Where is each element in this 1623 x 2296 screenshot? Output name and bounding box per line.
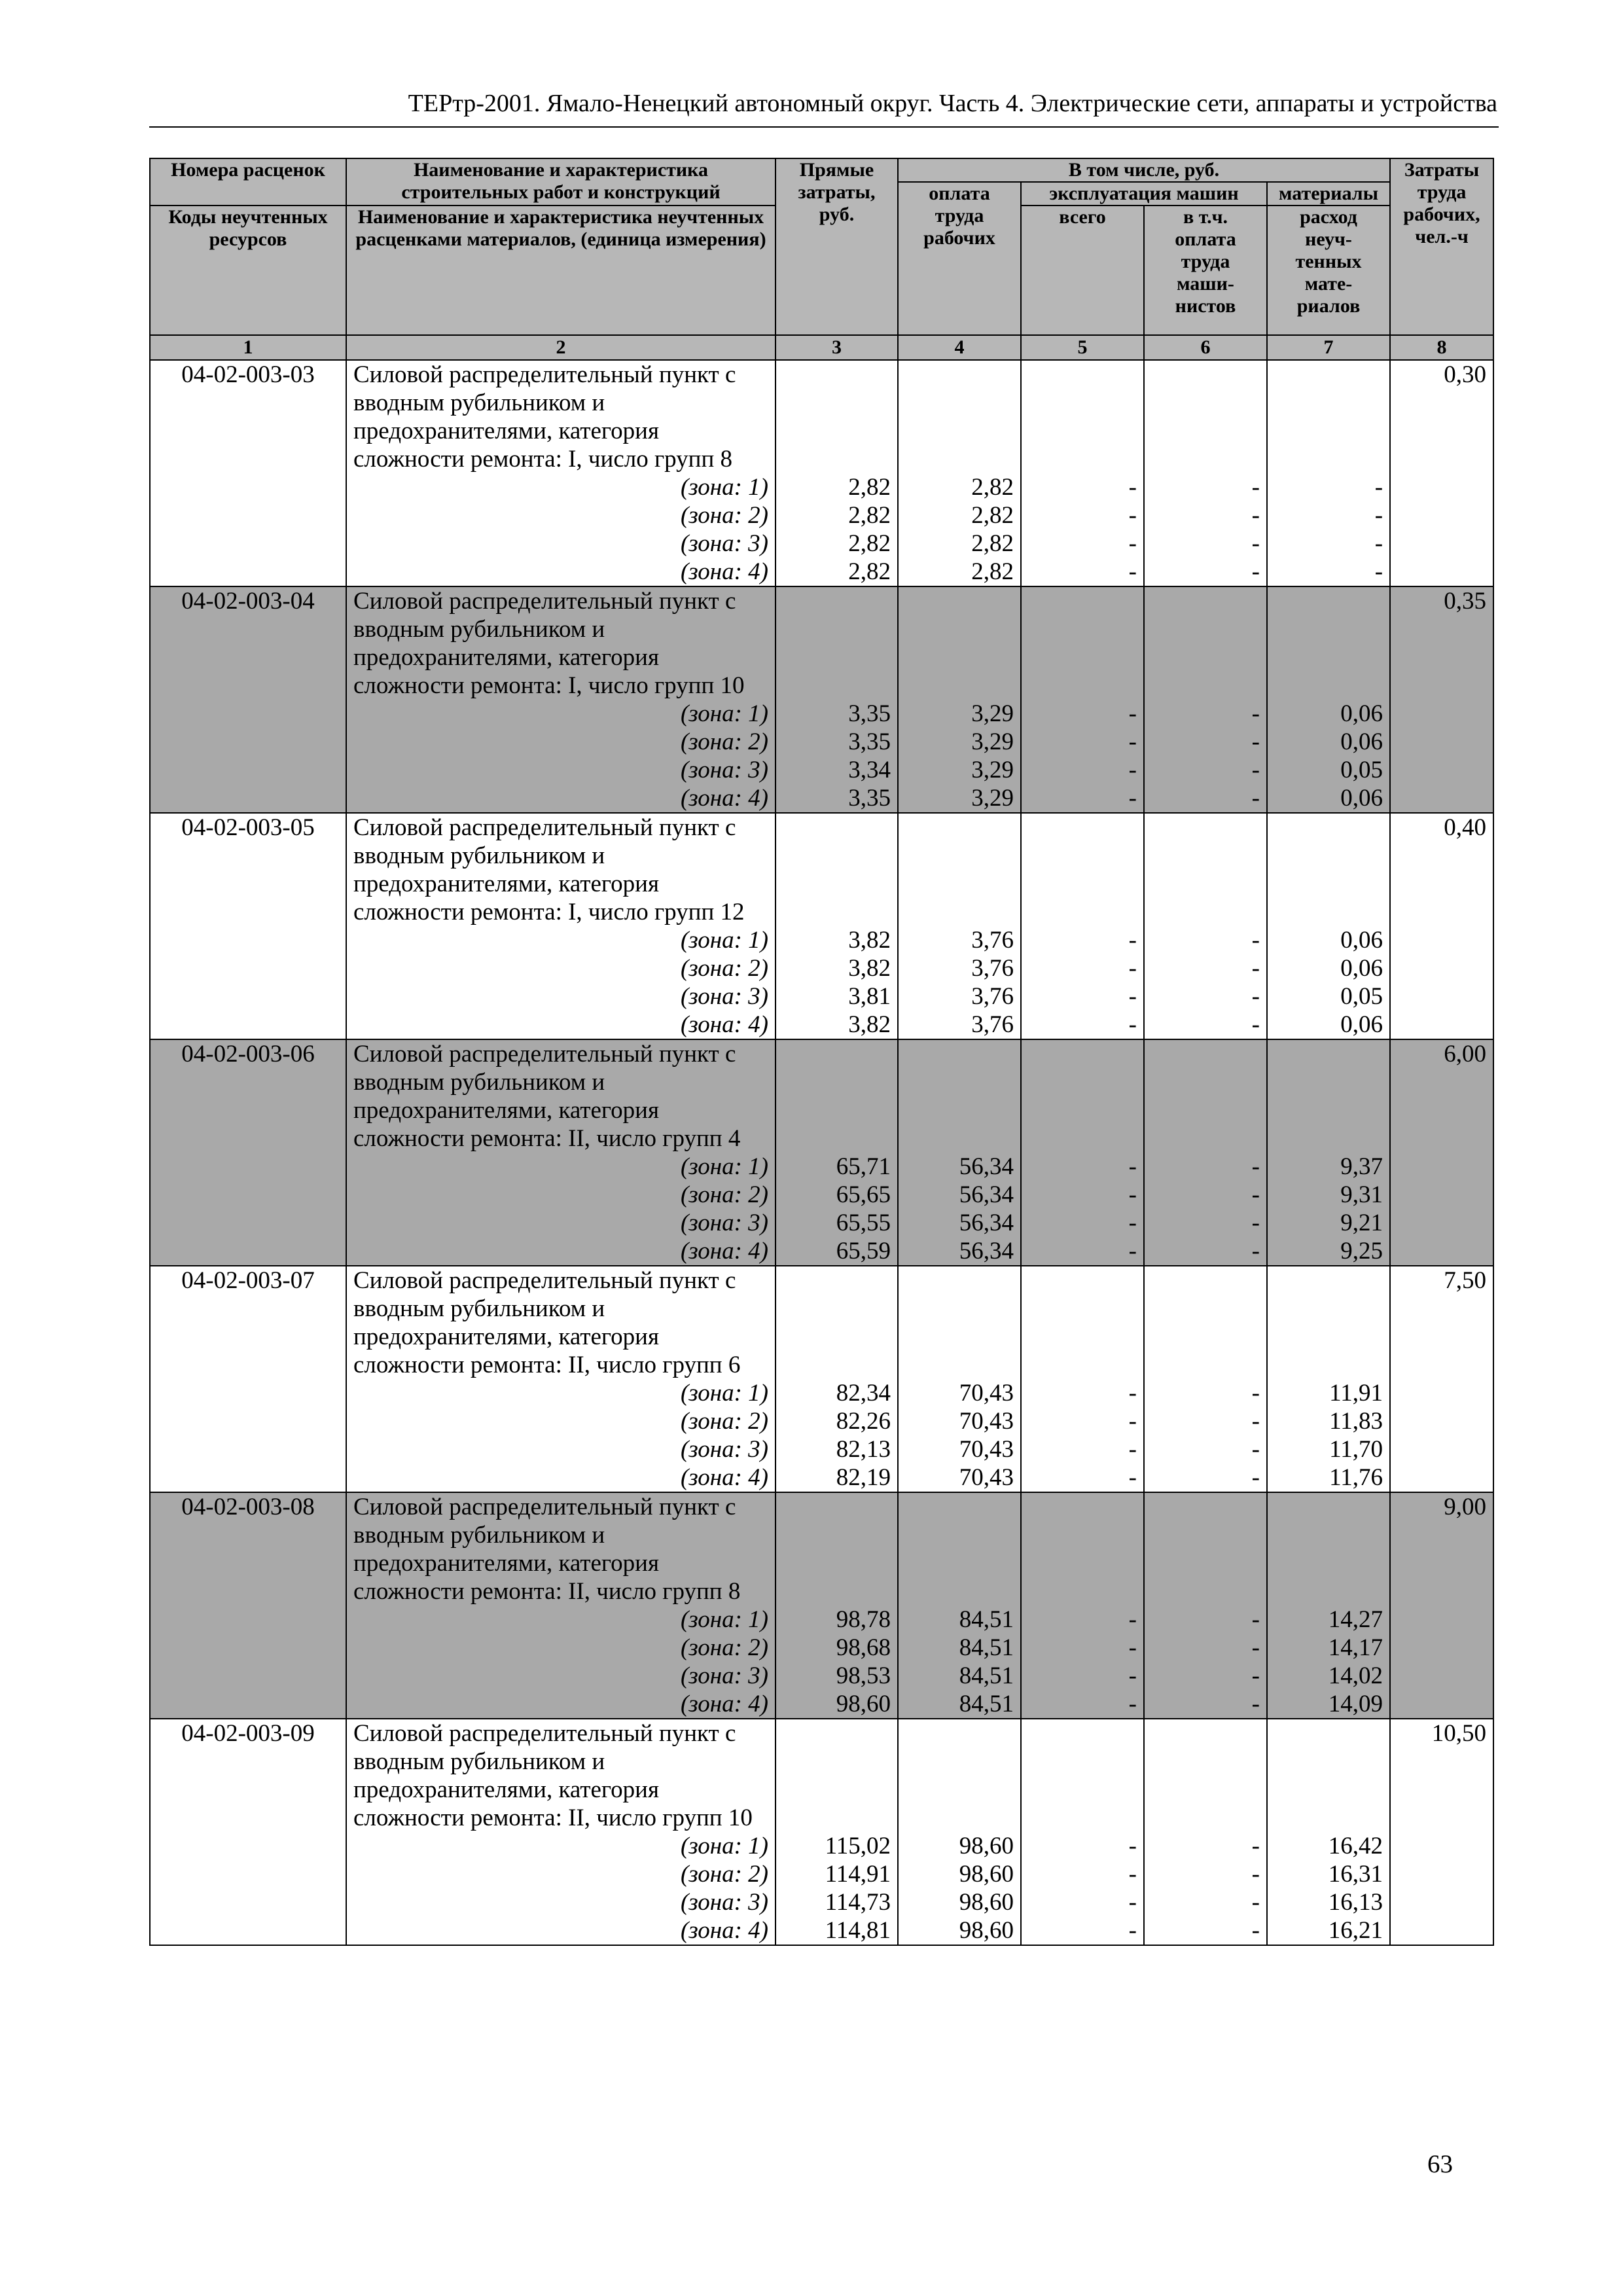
description-line: предохранителями, категория bbox=[353, 1323, 659, 1350]
machine-total-value: - bbox=[1128, 1662, 1137, 1689]
machine-total-value: - bbox=[1128, 1464, 1137, 1491]
materials-value: 11,83 bbox=[1329, 1408, 1383, 1435]
rate-code: 04-02-003-07 bbox=[181, 1267, 315, 1294]
zone-label: (зона: 4) bbox=[680, 1464, 768, 1491]
machinist-pay-value: - bbox=[1251, 1861, 1260, 1888]
materials-cell bbox=[1267, 1266, 1390, 1492]
materials-value: - bbox=[1374, 558, 1383, 585]
direct-cost-value: 3,35 bbox=[848, 785, 891, 812]
machine-total-value: - bbox=[1128, 1153, 1137, 1180]
header-including: В том числе, руб. bbox=[898, 158, 1390, 182]
machine-total-cell bbox=[1021, 586, 1144, 813]
description-line: Силовой распределительный пункт с bbox=[353, 1267, 736, 1294]
direct-cost-value: 65,55 bbox=[836, 1210, 891, 1236]
materials-value: 14,09 bbox=[1328, 1691, 1383, 1717]
materials-value: - bbox=[1374, 502, 1383, 529]
worker-pay-cell bbox=[898, 1266, 1021, 1492]
machinist-pay-value: - bbox=[1251, 927, 1260, 954]
machinist-pay-value: - bbox=[1251, 1380, 1260, 1407]
column-number: 1 bbox=[150, 335, 346, 360]
header-materials-use: расход неуч-тенных мате-риалов bbox=[1267, 206, 1390, 335]
rate-row bbox=[150, 1719, 1493, 1945]
direct-cost-value: 3,82 bbox=[848, 1011, 891, 1038]
machinist-pay-value: - bbox=[1251, 1634, 1260, 1661]
materials-value: 0,06 bbox=[1340, 1011, 1383, 1038]
direct-cost-value: 114,91 bbox=[825, 1861, 891, 1888]
direct-cost-value: 114,73 bbox=[825, 1889, 891, 1916]
worker-pay-value: 98,60 bbox=[959, 1917, 1014, 1944]
labour-cost-value: 7,50 bbox=[1444, 1267, 1487, 1294]
machine-total-value: - bbox=[1128, 955, 1137, 982]
rate-description-cell bbox=[346, 1266, 776, 1492]
materials-value: - bbox=[1374, 474, 1383, 501]
rate-description-cell bbox=[346, 1039, 776, 1266]
worker-pay-value: 56,34 bbox=[959, 1181, 1014, 1208]
zone-label: (зона: 4) bbox=[680, 1011, 768, 1038]
description-line: сложности ремонта: II, число групп 10 bbox=[353, 1804, 753, 1831]
direct-cost-value: 3,82 bbox=[848, 955, 891, 982]
worker-pay-cell bbox=[898, 1492, 1021, 1719]
worker-pay-value: 2,82 bbox=[971, 530, 1014, 557]
labour-cost-value: 6,00 bbox=[1444, 1041, 1487, 1067]
machinist-pay-value: - bbox=[1251, 700, 1260, 727]
column-number: 7 bbox=[1267, 335, 1390, 360]
machinist-pay-cell bbox=[1144, 586, 1267, 813]
description-line: Силовой распределительный пункт с bbox=[353, 361, 736, 388]
machinist-pay-value: - bbox=[1251, 728, 1260, 755]
machine-total-value: - bbox=[1128, 1861, 1137, 1888]
direct-cost-value: 115,02 bbox=[825, 1833, 891, 1859]
materials-value: 9,37 bbox=[1340, 1153, 1383, 1180]
description-line: Силовой распределительный пункт с bbox=[353, 814, 736, 841]
worker-pay-value: 3,29 bbox=[971, 700, 1014, 727]
direct-cost-value: 65,59 bbox=[836, 1238, 891, 1265]
description-line: предохранителями, категория bbox=[353, 870, 659, 897]
materials-value: 0,06 bbox=[1340, 785, 1383, 812]
direct-cost-value: 98,68 bbox=[836, 1634, 891, 1661]
header-rate-numbers: Номера расценок bbox=[150, 158, 346, 206]
machinist-pay-value: - bbox=[1251, 785, 1260, 812]
machine-total-cell bbox=[1021, 1266, 1144, 1492]
machinist-pay-value: - bbox=[1251, 1011, 1260, 1038]
description-line: сложности ремонта: II, число групп 4 bbox=[353, 1125, 741, 1152]
machine-total-cell bbox=[1021, 1719, 1144, 1945]
machine-total-value: - bbox=[1128, 1917, 1137, 1944]
direct-cost-value: 3,81 bbox=[848, 983, 891, 1010]
rate-code: 04-02-003-05 bbox=[181, 814, 315, 841]
zone-label: (зона: 2) bbox=[680, 1634, 768, 1661]
machine-total-cell bbox=[1021, 1039, 1144, 1266]
description-line: Силовой распределительный пункт с bbox=[353, 1041, 736, 1067]
materials-value: 16,31 bbox=[1328, 1861, 1383, 1888]
header-machinist-pay: в т.ч. оплата труда маши-нистов bbox=[1144, 206, 1267, 335]
description-line: Силовой распределительный пункт с bbox=[353, 1720, 736, 1747]
worker-pay-value: 98,60 bbox=[959, 1861, 1014, 1888]
description-line: предохранителями, категория bbox=[353, 418, 659, 444]
direct-cost-cell bbox=[776, 360, 898, 586]
description-line: вводным рубильником и bbox=[353, 1522, 605, 1549]
labour-cost-value: 0,30 bbox=[1444, 361, 1487, 388]
rate-code-cell bbox=[150, 1039, 346, 1266]
zone-label: (зона: 1) bbox=[680, 1833, 768, 1859]
materials-value: 9,21 bbox=[1340, 1210, 1383, 1236]
zone-label: (зона: 4) bbox=[680, 1238, 768, 1265]
machine-total-value: - bbox=[1128, 1408, 1137, 1435]
description-line: вводным рубильником и bbox=[353, 1295, 605, 1322]
rate-code-cell bbox=[150, 1492, 346, 1719]
direct-cost-value: 3,82 bbox=[848, 927, 891, 954]
worker-pay-value: 3,76 bbox=[971, 1011, 1014, 1038]
machine-total-value: - bbox=[1128, 927, 1137, 954]
machine-total-value: - bbox=[1128, 1238, 1137, 1265]
direct-cost-value: 114,81 bbox=[825, 1917, 891, 1944]
materials-value: 16,13 bbox=[1328, 1889, 1383, 1916]
materials-value: 9,31 bbox=[1340, 1181, 1383, 1208]
materials-value: 0,06 bbox=[1340, 700, 1383, 727]
description-line: сложности ремонта: I, число групп 8 bbox=[353, 446, 733, 473]
labour-cost-cell bbox=[1390, 1266, 1493, 1492]
rate-description-cell bbox=[346, 1719, 776, 1945]
header-worker-pay: оплата труда рабочих bbox=[898, 182, 1021, 335]
machine-total-value: - bbox=[1128, 1634, 1137, 1661]
description-line: вводным рубильником и bbox=[353, 616, 605, 643]
direct-cost-cell bbox=[776, 1492, 898, 1719]
machine-total-cell bbox=[1021, 360, 1144, 586]
machine-total-value: - bbox=[1128, 785, 1137, 812]
description-line: Силовой распределительный пункт с bbox=[353, 1494, 736, 1520]
description-line: Силовой распределительный пункт с bbox=[353, 588, 736, 615]
worker-pay-cell bbox=[898, 1039, 1021, 1266]
zone-label: (зона: 2) bbox=[680, 1861, 768, 1888]
worker-pay-value: 56,34 bbox=[959, 1210, 1014, 1236]
header-material-name: Наименование и характеристика неучтенных расценками материалов, (единица измерения) bbox=[346, 206, 776, 335]
machinist-pay-value: - bbox=[1251, 1464, 1260, 1491]
worker-pay-value: 3,76 bbox=[971, 983, 1014, 1010]
direct-cost-cell bbox=[776, 813, 898, 1039]
machine-total-cell bbox=[1021, 1492, 1144, 1719]
zone-label: (зона: 1) bbox=[680, 927, 768, 954]
rate-code: 04-02-003-04 bbox=[181, 588, 315, 615]
machine-total-value: - bbox=[1128, 1691, 1137, 1717]
machine-total-value: - bbox=[1128, 558, 1137, 585]
direct-cost-value: 98,60 bbox=[836, 1691, 891, 1717]
header-machine-operation: эксплуатация машин bbox=[1021, 182, 1267, 206]
materials-value: 11,70 bbox=[1329, 1436, 1383, 1463]
column-number: 5 bbox=[1021, 335, 1144, 360]
zone-label: (зона: 4) bbox=[680, 785, 768, 812]
machine-total-value: - bbox=[1128, 728, 1137, 755]
direct-cost-value: 2,82 bbox=[848, 474, 891, 501]
rate-code-cell bbox=[150, 1719, 346, 1945]
machinist-pay-value: - bbox=[1251, 1408, 1260, 1435]
machine-total-value: - bbox=[1128, 1380, 1137, 1407]
rate-code: 04-02-003-06 bbox=[181, 1041, 315, 1067]
title-rule bbox=[149, 126, 1499, 128]
labour-cost-cell bbox=[1390, 586, 1493, 813]
direct-cost-value: 2,82 bbox=[848, 530, 891, 557]
machine-total-value: - bbox=[1128, 1606, 1137, 1633]
rate-row bbox=[150, 1266, 1493, 1492]
page-number: 63 bbox=[1427, 2150, 1453, 2178]
machine-total-value: - bbox=[1128, 1436, 1137, 1463]
worker-pay-value: 2,82 bbox=[971, 474, 1014, 501]
direct-cost-value: 3,35 bbox=[848, 728, 891, 755]
direct-cost-cell bbox=[776, 586, 898, 813]
machinist-pay-value: - bbox=[1251, 1889, 1260, 1916]
zone-label: (зона: 3) bbox=[680, 1662, 768, 1689]
materials-value: 14,17 bbox=[1328, 1634, 1383, 1661]
worker-pay-value: 2,82 bbox=[971, 558, 1014, 585]
machinist-pay-cell bbox=[1144, 1719, 1267, 1945]
worker-pay-value: 56,34 bbox=[959, 1153, 1014, 1180]
machinist-pay-cell bbox=[1144, 1039, 1267, 1266]
machinist-pay-value: - bbox=[1251, 1181, 1260, 1208]
machinist-pay-cell bbox=[1144, 1266, 1267, 1492]
rate-code-cell bbox=[150, 1266, 346, 1492]
description-line: предохранителями, категория bbox=[353, 1550, 659, 1577]
rate-row bbox=[150, 813, 1493, 1039]
worker-pay-value: 98,60 bbox=[959, 1833, 1014, 1859]
machinist-pay-value: - bbox=[1251, 1833, 1260, 1859]
description-line: предохранителями, категория bbox=[353, 1776, 659, 1803]
worker-pay-value: 56,34 bbox=[959, 1238, 1014, 1265]
machine-total-value: - bbox=[1128, 474, 1137, 501]
machinist-pay-value: - bbox=[1251, 474, 1260, 501]
zone-label: (зона: 3) bbox=[680, 983, 768, 1010]
header-work-name: Наименование и характеристика строительных работ и конструкций bbox=[346, 158, 776, 206]
materials-value: 0,05 bbox=[1340, 983, 1383, 1010]
zone-label: (зона: 2) bbox=[680, 955, 768, 982]
machinist-pay-cell bbox=[1144, 360, 1267, 586]
direct-cost-value: 98,78 bbox=[836, 1606, 891, 1633]
header-direct-costs: Прямые затраты, руб. bbox=[776, 158, 898, 335]
rate-row bbox=[150, 1039, 1493, 1266]
worker-pay-value: 3,29 bbox=[971, 757, 1014, 783]
rate-code-cell bbox=[150, 360, 346, 586]
materials-value: 14,02 bbox=[1328, 1662, 1383, 1689]
description-line: сложности ремонта: I, число групп 10 bbox=[353, 672, 745, 699]
zone-label: (зона: 1) bbox=[680, 1606, 768, 1633]
materials-value: 0,06 bbox=[1340, 728, 1383, 755]
column-number: 8 bbox=[1390, 335, 1493, 360]
zone-label: (зона: 3) bbox=[680, 530, 768, 557]
machine-total-value: - bbox=[1128, 502, 1137, 529]
worker-pay-value: 3,29 bbox=[971, 728, 1014, 755]
zone-label: (зона: 4) bbox=[680, 558, 768, 585]
description-line: сложности ремонта: I, число групп 12 bbox=[353, 899, 745, 925]
labour-cost-cell bbox=[1390, 1492, 1493, 1719]
machine-total-value: - bbox=[1128, 1889, 1137, 1916]
machinist-pay-value: - bbox=[1251, 1691, 1260, 1717]
direct-cost-value: 65,71 bbox=[836, 1153, 891, 1180]
materials-cell bbox=[1267, 1492, 1390, 1719]
column-number: 3 bbox=[776, 335, 898, 360]
header-machine-total: всего bbox=[1021, 206, 1144, 335]
rates-table bbox=[149, 158, 1494, 1946]
description-line: вводным рубильником и bbox=[353, 389, 605, 416]
machinist-pay-cell bbox=[1144, 1492, 1267, 1719]
description-line: вводным рубильником и bbox=[353, 1748, 605, 1775]
direct-cost-value: 65,65 bbox=[836, 1181, 891, 1208]
machinist-pay-value: - bbox=[1251, 502, 1260, 529]
rate-code: 04-02-003-08 bbox=[181, 1494, 315, 1520]
labour-cost-value: 10,50 bbox=[1431, 1720, 1487, 1747]
machine-total-value: - bbox=[1128, 1011, 1137, 1038]
worker-pay-value: 3,76 bbox=[971, 955, 1014, 982]
zone-label: (зона: 1) bbox=[680, 1380, 768, 1407]
labour-cost-value: 0,40 bbox=[1444, 814, 1487, 841]
machinist-pay-value: - bbox=[1251, 1436, 1260, 1463]
machinist-pay-value: - bbox=[1251, 955, 1260, 982]
machinist-pay-value: - bbox=[1251, 1662, 1260, 1689]
rate-code-cell bbox=[150, 813, 346, 1039]
materials-cell bbox=[1267, 813, 1390, 1039]
column-number: 6 bbox=[1144, 335, 1267, 360]
materials-value: 0,05 bbox=[1340, 757, 1383, 783]
machine-total-value: - bbox=[1128, 1181, 1137, 1208]
materials-cell bbox=[1267, 1039, 1390, 1266]
column-number: 4 bbox=[898, 335, 1021, 360]
rate-row bbox=[150, 360, 1493, 586]
description-line: предохранителями, категория bbox=[353, 644, 659, 671]
header-resource-codes: Коды неучтенных ресурсов bbox=[150, 206, 346, 335]
zone-label: (зона: 3) bbox=[680, 1889, 768, 1916]
header-materials: материалы bbox=[1267, 182, 1390, 206]
machinist-pay-value: - bbox=[1251, 1153, 1260, 1180]
rate-code: 04-02-003-03 bbox=[181, 361, 315, 388]
machinist-pay-value: - bbox=[1251, 983, 1260, 1010]
materials-value: - bbox=[1374, 530, 1383, 557]
column-number: 2 bbox=[346, 335, 776, 360]
machinist-pay-value: - bbox=[1251, 1606, 1260, 1633]
direct-cost-value: 82,19 bbox=[836, 1464, 891, 1491]
description-line: вводным рубильником и bbox=[353, 842, 605, 869]
zone-label: (зона: 4) bbox=[680, 1691, 768, 1717]
labour-cost-cell bbox=[1390, 1719, 1493, 1945]
machinist-pay-value: - bbox=[1251, 558, 1260, 585]
worker-pay-cell bbox=[898, 813, 1021, 1039]
worker-pay-value: 3,29 bbox=[971, 785, 1014, 812]
worker-pay-value: 84,51 bbox=[959, 1691, 1014, 1717]
page-title: ТЕРтр-2001. Ямало-Ненецкий автономный округ. Часть 4. Электрические сети, аппараты и устройства bbox=[408, 90, 1497, 117]
rate-row bbox=[150, 586, 1493, 813]
zone-label: (зона: 3) bbox=[680, 1210, 768, 1236]
rate-row bbox=[150, 1492, 1493, 1719]
worker-pay-value: 84,51 bbox=[959, 1606, 1014, 1633]
description-line: предохранителями, категория bbox=[353, 1097, 659, 1124]
machine-total-value: - bbox=[1128, 530, 1137, 557]
direct-cost-value: 82,34 bbox=[836, 1380, 891, 1407]
rate-description-cell bbox=[346, 586, 776, 813]
rate-description-cell bbox=[346, 1492, 776, 1719]
labour-cost-value: 0,35 bbox=[1444, 588, 1487, 615]
labour-cost-cell bbox=[1390, 1039, 1493, 1266]
machinist-pay-value: - bbox=[1251, 1210, 1260, 1236]
description-line: сложности ремонта: II, число групп 6 bbox=[353, 1352, 741, 1378]
materials-value: 9,25 bbox=[1340, 1238, 1383, 1265]
header-labour-costs: Затраты труда рабочих, чел.-ч bbox=[1390, 158, 1493, 335]
worker-pay-value: 70,43 bbox=[959, 1408, 1014, 1435]
zone-label: (зона: 3) bbox=[680, 1436, 768, 1463]
worker-pay-cell bbox=[898, 360, 1021, 586]
materials-cell bbox=[1267, 360, 1390, 586]
machine-total-value: - bbox=[1128, 700, 1137, 727]
zone-label: (зона: 3) bbox=[680, 757, 768, 783]
materials-value: 14,27 bbox=[1328, 1606, 1383, 1633]
labour-cost-value: 9,00 bbox=[1444, 1494, 1487, 1520]
zone-label: (зона: 4) bbox=[680, 1917, 768, 1944]
direct-cost-value: 2,82 bbox=[848, 558, 891, 585]
direct-cost-value: 3,34 bbox=[848, 757, 891, 783]
materials-value: 11,91 bbox=[1329, 1380, 1383, 1407]
machinist-pay-value: - bbox=[1251, 530, 1260, 557]
materials-value: 0,06 bbox=[1340, 927, 1383, 954]
worker-pay-value: 70,43 bbox=[959, 1464, 1014, 1491]
worker-pay-value: 84,51 bbox=[959, 1662, 1014, 1689]
worker-pay-value: 84,51 bbox=[959, 1634, 1014, 1661]
machine-total-value: - bbox=[1128, 757, 1137, 783]
zone-label: (зона: 1) bbox=[680, 1153, 768, 1180]
machine-total-cell bbox=[1021, 813, 1144, 1039]
machine-total-value: - bbox=[1128, 1833, 1137, 1859]
direct-cost-cell bbox=[776, 1039, 898, 1266]
table-body bbox=[150, 360, 1493, 1945]
materials-cell bbox=[1267, 1719, 1390, 1945]
direct-cost-value: 98,53 bbox=[836, 1662, 891, 1689]
direct-cost-cell bbox=[776, 1266, 898, 1492]
direct-cost-value: 82,26 bbox=[836, 1408, 891, 1435]
description-line: сложности ремонта: II, число групп 8 bbox=[353, 1578, 741, 1605]
rate-description-cell bbox=[346, 813, 776, 1039]
rate-description-cell bbox=[346, 360, 776, 586]
direct-cost-value: 2,82 bbox=[848, 502, 891, 529]
worker-pay-cell bbox=[898, 1719, 1021, 1945]
direct-cost-cell bbox=[776, 1719, 898, 1945]
rate-code-cell bbox=[150, 586, 346, 813]
materials-value: 16,42 bbox=[1328, 1833, 1383, 1859]
machinist-pay-value: - bbox=[1251, 1238, 1260, 1265]
machinist-pay-cell bbox=[1144, 813, 1267, 1039]
worker-pay-cell bbox=[898, 586, 1021, 813]
machinist-pay-value: - bbox=[1251, 1917, 1260, 1944]
machinist-pay-value: - bbox=[1251, 757, 1260, 783]
description-line: вводным рубильником и bbox=[353, 1069, 605, 1096]
machine-total-value: - bbox=[1128, 983, 1137, 1010]
worker-pay-value: 2,82 bbox=[971, 502, 1014, 529]
zone-label: (зона: 1) bbox=[680, 474, 768, 501]
materials-value: 11,76 bbox=[1329, 1464, 1383, 1491]
worker-pay-value: 3,76 bbox=[971, 927, 1014, 954]
labour-cost-cell bbox=[1390, 813, 1493, 1039]
machine-total-value: - bbox=[1128, 1210, 1137, 1236]
materials-value: 16,21 bbox=[1328, 1917, 1383, 1944]
direct-cost-value: 82,13 bbox=[836, 1436, 891, 1463]
zone-label: (зона: 1) bbox=[680, 700, 768, 727]
rate-code: 04-02-003-09 bbox=[181, 1720, 315, 1747]
zone-label: (зона: 2) bbox=[680, 1181, 768, 1208]
zone-label: (зона: 2) bbox=[680, 1408, 768, 1435]
labour-cost-cell bbox=[1390, 360, 1493, 586]
worker-pay-value: 70,43 bbox=[959, 1380, 1014, 1407]
direct-cost-value: 3,35 bbox=[848, 700, 891, 727]
worker-pay-value: 98,60 bbox=[959, 1889, 1014, 1916]
materials-cell bbox=[1267, 586, 1390, 813]
worker-pay-value: 70,43 bbox=[959, 1436, 1014, 1463]
zone-label: (зона: 2) bbox=[680, 502, 768, 529]
zone-label: (зона: 2) bbox=[680, 728, 768, 755]
materials-value: 0,06 bbox=[1340, 955, 1383, 982]
